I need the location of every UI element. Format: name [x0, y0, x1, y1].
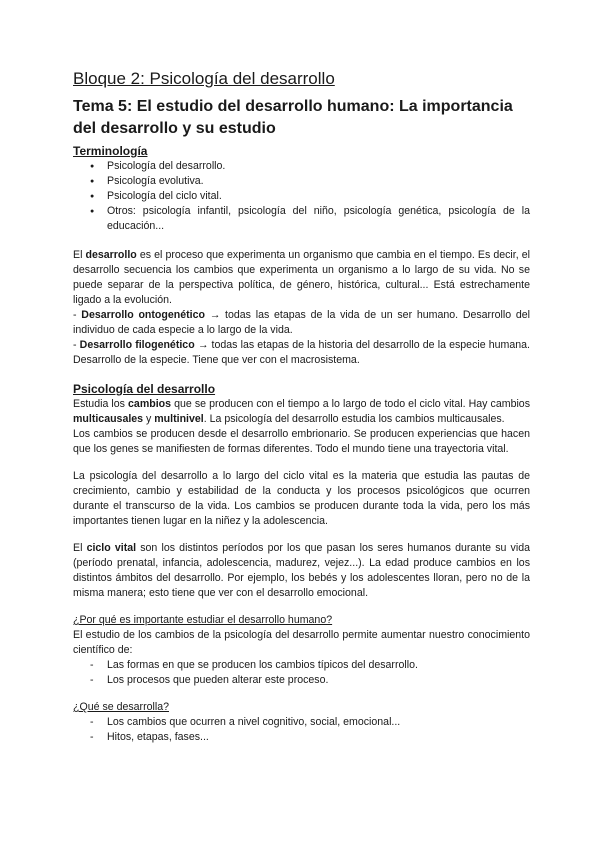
list-item: - Hitos, etapas, fases...	[73, 730, 530, 745]
filogenetico-definition: - Desarrollo filogenético → todas las etapas de la historia del desarrollo de la especie humana. Desarrollo de la especie. Tiene que ver con el macrosistema.	[73, 339, 530, 366]
que-question: ¿Qué se desarrolla?	[73, 701, 169, 713]
document-page	[73, 68, 530, 745]
list-item: ● Psicología del ciclo vital.	[73, 189, 530, 204]
que-list	[73, 715, 530, 745]
list-item: - Los cambios que ocurren a nivel cognitivo, social, emocional...	[73, 715, 530, 730]
list-item: ● Otros: psicología infantil, psicología del niño, psicología genética, psicología de la educación...	[73, 204, 530, 234]
porque-question: ¿Por qué es importante estudiar el desarrollo humano?	[73, 614, 333, 626]
porque-text: El estudio de los cambios de la psicología del desarrollo permite aumentar nuestro conocimiento científico de:	[73, 629, 530, 656]
topic-title: Tema 5: El estudio del desarrollo humano: La importancia del desarrollo y su estudio	[73, 98, 513, 137]
cambios-paragraph: Estudia los cambios que se producen con el tiempo a lo largo de todo el ciclo vital. Hay cambios multicausales y multinivel. La psicología del desarrollo estudia los cambios multicausales.	[73, 398, 530, 425]
list-item: ● Psicología del desarrollo.	[73, 159, 530, 174]
psicologia-heading: Psicología del desarrollo	[73, 382, 216, 396]
ontogenetico-definition: - Desarrollo ontogenético → todas las etapas de la vida de un ser humano. Desarrollo del individuo de cada especie a lo largo de la vida.	[73, 309, 530, 336]
embrionario-paragraph: Los cambios se producen desde el desarrollo embrionario. Se producen experiencias que hacen que los genes se manifiesten de formas diferentes. Todo el mundo tiene una trayectoria vital.	[73, 428, 530, 455]
terminologia-list	[73, 159, 530, 234]
desarrollo-definition: El desarrollo es el proceso que experimenta un organismo que cambia en el tiempo. Es decir, el desarrollo secuencia los cambios que experimenta un organismo a lo largo de su vida. No se puede separar de la perspectiva política, de género, histórica, cultural... Está estrechamente ligado a la evolución.	[73, 249, 530, 306]
ciclo-vital-materia-paragraph: La psicología del desarrollo a lo largo del ciclo vital es la materia que estudia las pautas de crecimiento, cambio y estabilidad de la conducta y los procesos psicológicos que ocurren durante el transcurso de la vida. Los cambios se producen durante toda la vida, pero los más importantes tienen lugar en la niñez y la adolescencia.	[73, 470, 530, 527]
porque-list	[73, 658, 530, 688]
terminologia-heading: Terminología	[73, 144, 148, 158]
list-item: - Las formas en que se producen los cambios típicos del desarrollo.	[73, 658, 530, 673]
ciclo-vital-paragraph: El ciclo vital son los distintos períodos por los que pasan los seres humanos durante su vida (período prenatal, infancia, adolescencia, madurez, vejez...). La edad produce cambios en los distintos ámbitos del desarrollo. Por ejemplo, los bebés y los adolescentes lloran, pero no de la misma manera; esto tiene que ver con el desarrollo emocional.	[73, 542, 530, 599]
document-title: Bloque 2: Psicología del desarrollo	[73, 69, 335, 88]
list-item: ● Psicología evolutiva.	[73, 174, 530, 189]
list-item: - Los procesos que pueden alterar este proceso.	[73, 673, 530, 688]
